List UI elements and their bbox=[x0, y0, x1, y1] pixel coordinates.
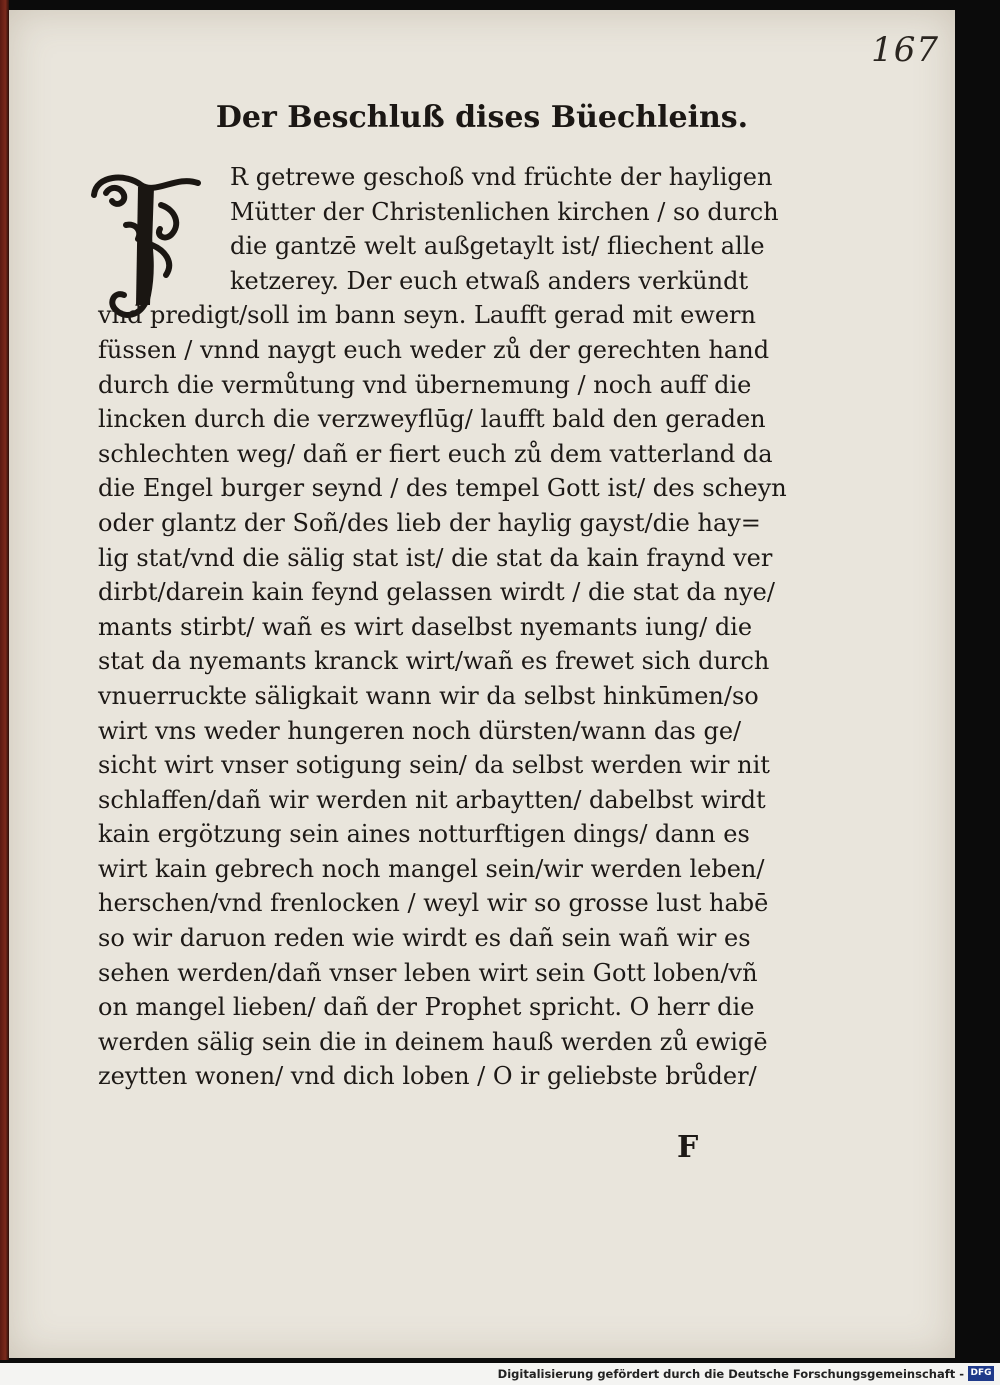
text-line: ketzerey. Der euch etwaß anders verkündt bbox=[230, 266, 749, 295]
catchword: F bbox=[677, 1130, 699, 1165]
book-binding-edge bbox=[0, 0, 9, 1360]
text-line: zeytten wonen/ vnd dich loben / O ir geliebste brůder/ bbox=[98, 1062, 757, 1091]
text-line: die gantzē welt außgetaylt ist/ fliechent alle bbox=[230, 232, 765, 261]
text-line: so wir daruon reden wie wirdt es dañ sein wañ wir es bbox=[98, 924, 751, 953]
text-line: wirt kain gebrech noch mangel sein/wir werden leben/ bbox=[98, 854, 765, 883]
text-line: lincken durch die verzweyflūg/ laufft bald den geraden bbox=[98, 405, 766, 434]
text-line: schlaffen/dañ wir werden nit arbaytten/ dabelbst wirdt bbox=[98, 785, 766, 814]
body-text-block bbox=[98, 160, 788, 1094]
text-line: mants stirbt/ wañ es wirt daselbst nyemants iung/ die bbox=[98, 612, 753, 641]
text-line: sicht wirt vnser sotigung sein/ da selbst werden wir nit bbox=[98, 751, 770, 780]
text-line: wirt vns weder hungeren noch dürsten/wann das ge/ bbox=[98, 716, 742, 745]
text-line: vnuerruckte säligkait wann wir da selbst hinkūmen/so bbox=[98, 681, 759, 710]
text-line: oder glantz der Soñ/des lieb der haylig gayst/die hay= bbox=[98, 508, 761, 537]
dfg-logo-icon: DFG bbox=[968, 1366, 994, 1381]
text-line: vnd predigt/soll im bann seyn. Laufft gerad mit ewern bbox=[98, 301, 756, 330]
text-line: füssen / vnnd naygt euch weder zů der gerechten hand bbox=[98, 335, 770, 364]
digitization-credit: Digitalisierung gefördert durch die Deutsche Forschungsgemeinschaft - bbox=[497, 1367, 964, 1381]
text-line: herschen/vnd frenlocken / weyl wir so grosse lust habē bbox=[98, 889, 769, 918]
chapter-heading: Der Beschluß dises Büechleins. bbox=[215, 100, 749, 135]
text-line: stat da nyemants kranck wirt/wañ es frewet sich durch bbox=[98, 647, 770, 676]
text-line: sehen werden/dañ vnser leben wirt sein Gott loben/vñ bbox=[98, 958, 758, 987]
text-line: lig stat/vnd die sälig stat ist/ die stat da kain fraynd ver bbox=[98, 543, 773, 572]
folio-number: 167 bbox=[871, 30, 939, 70]
text-line: on mangel lieben/ dañ der Prophet spricht. O herr die bbox=[98, 993, 755, 1022]
text-line: werden sälig sein die in deinem hauß werden zů ewigē bbox=[98, 1027, 768, 1056]
text-line: R getrewe geschoß vnd früchte der hayligen bbox=[230, 163, 773, 191]
text-line: schlechten weg/ dañ er fiert euch zů dem vatterland da bbox=[98, 439, 773, 468]
text-line: Mütter der Christenlichen kirchen / so durch bbox=[230, 197, 779, 226]
text-line: kain ergötzung sein aines notturftigen dings/ dann es bbox=[98, 820, 750, 849]
text-line: dirbt/darein kain feynd gelassen wirdt / die stat da nye/ bbox=[98, 578, 775, 607]
text-line: durch die vermůtung vnd übernemung / noch auff die bbox=[98, 370, 752, 399]
text-line: die Engel burger seynd / des tempel Gott ist/ des scheyn bbox=[98, 474, 787, 503]
